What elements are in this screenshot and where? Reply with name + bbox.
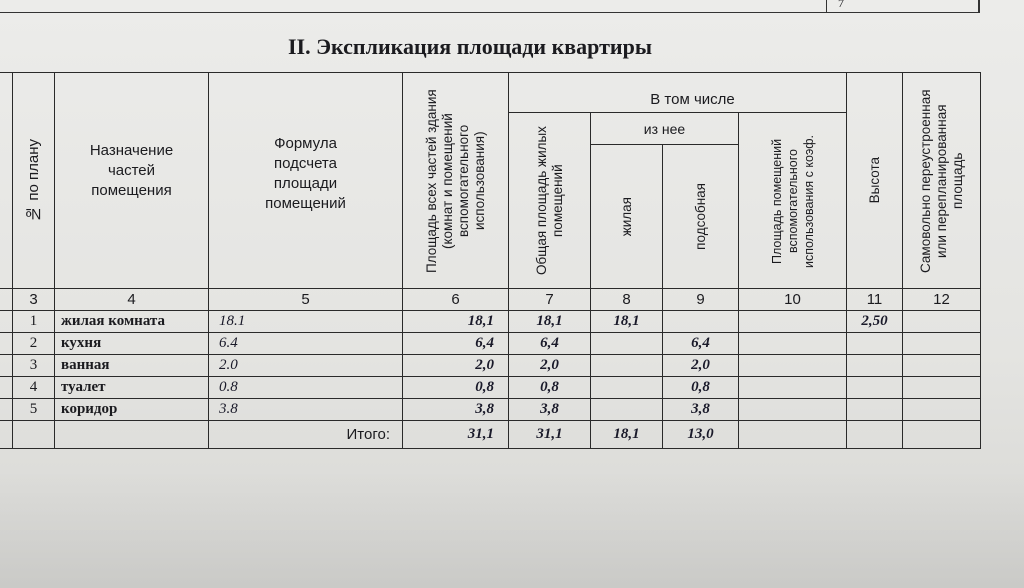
header-area-all: Площадь всех частей здания (комнат и помещений вспомогательного использования) [423, 88, 487, 273]
row-blank [0, 377, 13, 399]
total-living-area: 3,8 [509, 399, 591, 421]
row-number: 2 [13, 333, 55, 355]
table-row [0, 399, 981, 421]
header-total-living: Общая площадь жилых помещений [533, 126, 565, 275]
area-all-parts: 18,1 [403, 311, 509, 333]
header-cell [509, 113, 591, 289]
row-number: 3 [13, 355, 55, 377]
header-of-which: из нее [643, 120, 686, 137]
table-row [0, 311, 981, 333]
column-number: 8 [591, 289, 663, 311]
header-cell [403, 73, 509, 289]
header-plan-number: № по плану [24, 139, 42, 222]
page-shadow [0, 470, 1024, 588]
unauthorized-area [903, 399, 981, 421]
room-name: коридор [55, 399, 209, 421]
column-number: 7 [509, 289, 591, 311]
table-row [0, 355, 981, 377]
column-number: 3 [13, 289, 55, 311]
area-formula: 6.4 [209, 333, 403, 355]
row-blank [13, 421, 55, 449]
previous-table-edge [0, 0, 980, 13]
area-all-parts: 3,8 [403, 399, 509, 421]
utility-area [663, 311, 739, 333]
ceiling-height [847, 399, 903, 421]
area-formula: 18.1 [209, 311, 403, 333]
row-blank [0, 311, 13, 333]
totals-label: Итого: [209, 421, 403, 449]
living-area: 18,1 [591, 311, 663, 333]
ceiling-height [847, 377, 903, 399]
row-number: 4 [13, 377, 55, 399]
total-living-area: 6,4 [509, 333, 591, 355]
room-name: туалет [55, 377, 209, 399]
living-area [591, 399, 663, 421]
ceiling-height [847, 355, 903, 377]
header-cell [847, 73, 903, 289]
total-living-sum: 18,1 [591, 421, 663, 449]
room-name: кухня [55, 333, 209, 355]
header-cell [739, 113, 847, 289]
auxiliary-area [739, 377, 847, 399]
previous-table-value: 7 [838, 0, 844, 10]
row-blank [739, 421, 847, 449]
row-blank [0, 421, 13, 449]
utility-area: 0,8 [663, 377, 739, 399]
room-name: ванная [55, 355, 209, 377]
header-height: Высота [866, 157, 882, 204]
area-formula: 2.0 [209, 355, 403, 377]
column-number-row [0, 289, 981, 311]
table-row [0, 377, 981, 399]
utility-area: 6,4 [663, 333, 739, 355]
area-all-parts: 2,0 [403, 355, 509, 377]
header-formula: Формула подсчета площади помещений [265, 134, 346, 212]
header-cell [903, 73, 981, 289]
column-number-blank [0, 289, 13, 311]
header-cell [13, 73, 55, 289]
header-cell [591, 145, 663, 289]
living-area [591, 333, 663, 355]
header-auxiliary-area: Площадь помещений вспомогательного использования с коэф. [769, 133, 816, 268]
totals-row [0, 421, 981, 449]
header-cell-blank [0, 73, 13, 289]
column-number: 4 [55, 289, 209, 311]
header-utility: подсобная [692, 183, 708, 250]
header-cell [591, 113, 739, 145]
row-blank [0, 399, 13, 421]
area-all-parts: 0,8 [403, 377, 509, 399]
header-cell [663, 145, 739, 289]
row-blank [0, 355, 13, 377]
header-cell [209, 73, 403, 289]
table-edge-divider [826, 0, 827, 12]
area-all-parts: 6,4 [403, 333, 509, 355]
unauthorized-area [903, 377, 981, 399]
area-formula: 3.8 [209, 399, 403, 421]
column-number: 6 [403, 289, 509, 311]
auxiliary-area [739, 355, 847, 377]
unauthorized-area [903, 355, 981, 377]
utility-area: 3,8 [663, 399, 739, 421]
unauthorized-area [903, 333, 981, 355]
document-title: II. Экспликация площади квартиры [287, 34, 653, 59]
header-row [0, 73, 981, 113]
header-including: В том числе [650, 90, 735, 108]
explication-table [0, 72, 981, 449]
room-name: жилая комната [55, 311, 209, 333]
column-number: 11 [847, 289, 903, 311]
area-formula: 0.8 [209, 377, 403, 399]
unauthorized-area [903, 311, 981, 333]
ceiling-height [847, 333, 903, 355]
utility-area: 2,0 [663, 355, 739, 377]
column-number: 12 [903, 289, 981, 311]
total-living-area-sum: 31,1 [509, 421, 591, 449]
column-number: 5 [209, 289, 403, 311]
row-blank [903, 421, 981, 449]
total-utility-sum: 13,0 [663, 421, 739, 449]
row-number: 1 [13, 311, 55, 333]
row-blank [0, 333, 13, 355]
header-purpose: Назначение частей помещения [89, 141, 174, 199]
auxiliary-area [739, 311, 847, 333]
column-number: 9 [663, 289, 739, 311]
total-area-all-parts: 31,1 [403, 421, 509, 449]
column-number: 10 [739, 289, 847, 311]
header-cell [509, 73, 847, 113]
header-unauthorized-area: Самовольно переустроенная или перепланированная площадь [917, 88, 965, 273]
auxiliary-area [739, 333, 847, 355]
row-blank [847, 421, 903, 449]
table-row [0, 333, 981, 355]
row-number: 5 [13, 399, 55, 421]
living-area [591, 355, 663, 377]
total-living-area: 18,1 [509, 311, 591, 333]
row-blank [55, 421, 209, 449]
living-area [591, 377, 663, 399]
auxiliary-area [739, 399, 847, 421]
total-living-area: 0,8 [509, 377, 591, 399]
header-living: жилая [618, 196, 634, 237]
table-edge-divider [978, 0, 980, 12]
ceiling-height: 2,50 [847, 311, 903, 333]
total-living-area: 2,0 [509, 355, 591, 377]
header-cell [55, 73, 209, 289]
